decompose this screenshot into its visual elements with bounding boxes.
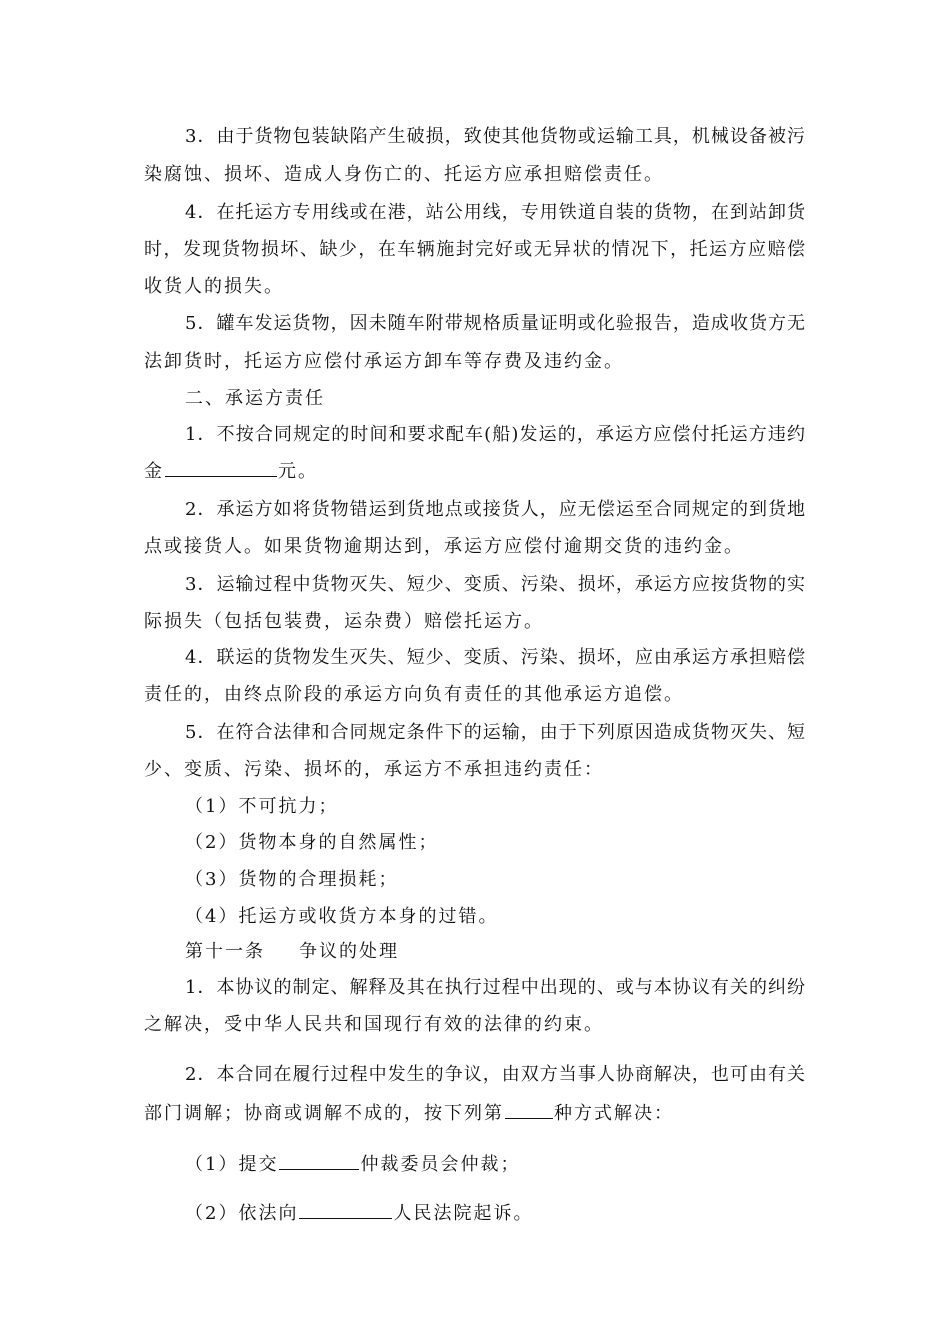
paragraph-line: 1．不按合同规定的时间和要求配车(船)发运的，承运方应偿付托运方违约 (185, 424, 805, 445)
paragraph-line: 之解决，受中华人民共和国现行有效的法律的约束。 (144, 1014, 604, 1035)
paragraph-line: 点或接货人。如果货物逾期达到，承运方应偿付逾期交货的违约金。 (144, 536, 744, 557)
section-heading: 二、承运方责任 (185, 388, 325, 409)
line-text: 部门调解；协商或调解不成的，按下列第 (144, 1103, 504, 1124)
line-text: 金 (144, 461, 164, 482)
list-item: （3）货物的合理损耗； (185, 869, 399, 890)
arbitration-commission-blank[interactable] (279, 1153, 359, 1170)
article-number: 第十一条 (185, 941, 265, 962)
paragraph-line: 3．由于货物包装缺陷产生破损，致使其他货物或运输工具，机械设备被污 (185, 126, 805, 147)
paragraph-line: 3．运输过程中货物灭失、短少、变质、污染、损坏，承运方应按货物的实 (185, 574, 805, 595)
paragraph-line: 5．在符合法律和合同规定条件下的运输，由于下列原因造成货物灭失、短 (185, 722, 805, 743)
option-number-blank[interactable] (505, 1102, 553, 1119)
line-text: 种方式解决： (554, 1103, 674, 1124)
amount-blank[interactable] (165, 460, 277, 477)
paragraph-line: 时，发现货物损坏、缺少，在车辆施封完好或无异状的情况下，托运方应赔偿 (144, 239, 805, 260)
paragraph-line (144, 460, 318, 484)
paragraph-line: 1．本协议的制定、解释及其在执行过程中出现的、或与本协议有关的纠纷 (185, 977, 805, 998)
list-item: （1）不可抗力； (185, 796, 339, 817)
line-text: 人民法院起诉。 (393, 1203, 534, 1224)
list-item: （4）托运方或收货方本身的过错。 (185, 906, 499, 927)
paragraph-line: 2．本合同在履行过程中发生的争议，由双方当事人协商解决，也可由有关 (185, 1064, 805, 1085)
line-text: 元。 (278, 461, 318, 482)
line-text: 仲裁委员会仲裁； (360, 1154, 521, 1175)
paragraph-line: 2．承运方如将货物错运到货地点或接货人，应无偿运至合同规定的到货地 (185, 499, 805, 520)
paragraph-line: 法卸货时，托运方应偿付承运方卸车等存费及违约金。 (144, 351, 624, 372)
list-item: （2）货物本身的自然属性； (185, 832, 439, 853)
line-text: （1）提交 (185, 1154, 279, 1175)
list-item (185, 1153, 520, 1177)
court-name-blank[interactable] (299, 1202, 392, 1219)
article-title: 争议的处理 (299, 941, 399, 962)
paragraph-line: 4．联运的货物发生灭失、短少、变质、污染、损坏，应由承运方承担赔偿 (185, 647, 805, 668)
paragraph-line: 5．罐车发运货物，因未随车附带规格质量证明或化验报告，造成收货方无 (185, 313, 805, 334)
line-text: （2）依法向 (185, 1203, 299, 1224)
article-heading (185, 940, 399, 964)
list-item (185, 1202, 533, 1226)
paragraph-line: 染腐蚀、损坏、造成人身伤亡的、托运方应承担赔偿责任。 (144, 164, 664, 185)
paragraph-line: 际损失（包括包装费，运杂费）赔偿托运方。 (144, 611, 544, 632)
paragraph-line: 4．在托运方专用线或在港，站公用线，专用铁道自装的货物，在到站卸货 (185, 202, 805, 223)
paragraph-line: 少、变质、污染、损坏的，承运方不承担违约责任： (144, 759, 604, 780)
paragraph-line: 收货人的损失。 (144, 276, 284, 297)
paragraph-line (144, 1102, 674, 1126)
paragraph-line: 责任的，由终点阶段的承运方向负有责任的其他承运方追偿。 (144, 684, 684, 705)
